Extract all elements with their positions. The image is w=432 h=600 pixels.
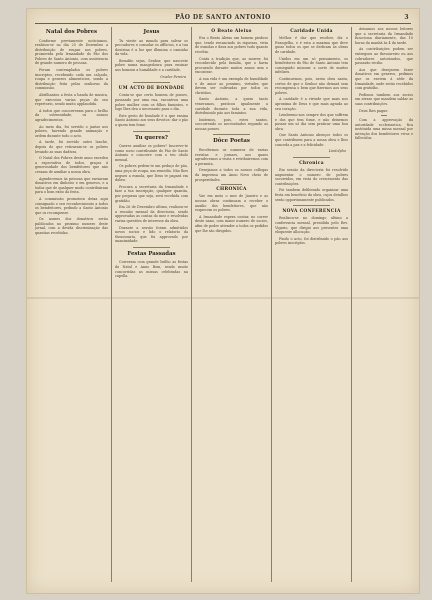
article-heading: Jesus xyxy=(143,29,160,35)
column-rule xyxy=(111,27,112,582)
paragraph: Os pobres pedem-te um pedaço de pão, uma peça de roupa, um remedio. Não lhes negues a esmola, que Deus te pagará em dobro. xyxy=(115,164,188,183)
article-heading: O Beato Aleixo xyxy=(211,29,252,34)
paragraph: Abrilhantou a festa a banda de musica, que executou varias peças do seu repertorio, sendo muito applaudida. xyxy=(35,93,108,107)
paragraph: Queres auxiliar os pobres? Inscreve-te como socio contribuinte do Pão de Santo Antonio e concorre com o teu obolo mensal. xyxy=(115,144,188,162)
paragraph: Conta a tradição que, ao morrer, foi reconhecido pela familia, que o havia procurado durante muitos annos sem o encontrar. xyxy=(195,56,268,75)
article-heading: Dôce Poetas xyxy=(213,138,250,145)
page-number: 3 xyxy=(404,14,409,21)
paragraph: Imitemos, pois, estes santos, soccorrendo os necessitados segundo as nossas posses. xyxy=(195,117,268,131)
article-heading: Chronica xyxy=(299,160,324,166)
column-2 xyxy=(115,27,188,582)
column-rule xyxy=(191,27,192,582)
divider xyxy=(213,134,250,135)
divider xyxy=(221,184,242,185)
paragraph: Recebemos os numeros de varias revistas e jornaes, aos quaes agradecemos a visita e retribuiremos com a permuta. xyxy=(195,147,268,166)
paragraph: A todos que concorreram para o brilho da solemnidade, os nossos agradecimentos. xyxy=(35,108,108,122)
newspaper-page xyxy=(26,8,420,594)
paragraph: Desejamos a todos os nossos collegas da imprensa um Anno Novo cheio de prosperidades. xyxy=(195,168,268,182)
paragraph: Aos que desejarem fazer donativos em generos, pedimos que os enviem á séde da Irmandade, onde serão recebidos com gratidão. xyxy=(355,67,413,91)
paragraph: Deus lhes pague. xyxy=(359,108,389,113)
paragraph: A caridade é a virtude que mais nos aproxima de Deus e que mais agrada ao seu coração. xyxy=(275,97,348,111)
newspaper-title: PÃO DE SANTO ANTONIO xyxy=(175,14,271,21)
paragraph: A sua vida é um exemplo de humildade e de amor ao proximo, virtudes que devem ser cultivadas por todos os christãos. xyxy=(195,76,268,95)
paragraph: Correram com grande brilho as festas do Natal e Anno Bom, sendo muito concorridas as missas celebradas na capella. xyxy=(115,260,188,279)
paragraph: A Irmandade espera contar, no correr deste anno, com maior numero de socios, afim de poder attender a todos os pedidos que lhe são dirigidos. xyxy=(195,214,268,233)
paragraph: Em 26 de Dezembro ultimo, realizou-se a reunião mensal da directoria, sendo approvadas as contas do mez e resolvidas varias questões de interesse da obra. xyxy=(115,205,188,224)
paragraph: A commissão promotora deixa aqui consignado o seu reconhecimento a todos os bemfeitores, pedindo a Santo Antonio que os recompense. xyxy=(35,196,108,215)
paragraph: Santo Antonio, a quem tanto veneramos, praticou igualmente a caridade durante toda a sua vida, distribuindo pão aos famintos. xyxy=(195,97,268,116)
divider xyxy=(293,205,330,206)
column-3 xyxy=(195,27,268,582)
article-heading: Tu queres? xyxy=(135,134,168,141)
paragraph: Findo o acto, foi distribuido o pão aos pobres inscriptos. xyxy=(275,236,348,246)
divider xyxy=(133,82,170,83)
paragraph: Bemdito sejas, Senhor, que nasceste pobre numa mangedoura para ensinar aos homens a humildade e a caridade. xyxy=(115,58,188,73)
paragraph: Vae em meio o mez de Janeiro e as nossas obras continuam a receber o auxilio dos bemfeitores, que não esquecem os pobres. xyxy=(195,194,268,213)
paragraph: Unidos em um só pensamento, os bemfeitores do Pão de Santo Antonio tem conseguido minorar a sorte de muitos infelizes. xyxy=(275,56,348,75)
signature: Lindolpho xyxy=(328,149,346,154)
article-heading: Caridade Unida xyxy=(290,29,333,34)
paragraph: Foram contemplados os pobres inscriptos, recebendo cada um calçado, roupa e generos alimenticios, sendo a distribuição feita pelas senhoras da commissão. xyxy=(35,68,108,91)
paragraph: Durante a sessão foram admittidos novos socios e lido o relatorio da thesouraria, que foi approvado por unanimidade. xyxy=(115,225,188,244)
paragraph: Em sessão da directoria foi resolvido augmentar o numero de pobres socorridos, em vista do crescimento das contribuições. xyxy=(275,168,348,186)
divider xyxy=(133,247,170,248)
article-heading: NOVA CONFERENCIA xyxy=(282,209,341,215)
paragraph: Conforme previamente noticiamos, realizou-se no dia 25 de Dezembro a distribuição de roupas aos pobres, promovida pela Irmandade do Pão dos Pobres de Santo Antonio, com assistencia de grande numero de pessoas. xyxy=(35,38,108,66)
paragraph: Realizou-se no domingo ultimo a conferencia mensal, presidida pelo Rev. Vigario, que dirigiu aos presentes uma eloquente allocução. xyxy=(275,216,348,235)
article-heading: UM ACTO DE BONDADE xyxy=(118,86,185,92)
paragraph: Com a approvação da autoridade ecclesiastica, fica instituida uma missa mensal por intenção dos bemfeitores vivos e fallecidos. xyxy=(355,118,413,141)
paragraph: Os nomes dos donativos serão publicados no proximo numero deste jornal, com a devida discriminação das quantias recebidas. xyxy=(35,217,108,236)
paragraph: Continuemos, pois, nesta obra santa, certos de que o Senhor não deixará sem recompensa o bem que fizermos aos seus pobres. xyxy=(275,76,348,95)
paragraph: Tu vieste ao mundo para salvar os peccadores e consolar os afflictos, e a tua doutrina é a luz que illumina o caminho da vida. xyxy=(115,38,188,57)
paragraph: Pedimos tambem aos socios em atrazo que mandem saldar as suas contribuições. xyxy=(355,92,413,106)
paragraph: Melhor é dar que receber, diz o Evangelho, e é esta a maxima que deve guiar todos os que se dedicam ás obras de caridade. xyxy=(275,36,348,54)
divider xyxy=(293,157,330,158)
signature: Orador Pereira xyxy=(160,74,186,79)
column-rule xyxy=(351,27,352,582)
column-5 xyxy=(355,27,413,582)
article-heading: Festas Passadas xyxy=(127,250,176,257)
paragraph: Foi tambem deliberado organizar uma festa em beneficio da obra, cujos detalhes serão opportunamente publicados. xyxy=(275,188,348,202)
paragraph: O Natal dos Pobres deste anno excedeu a espectativa de todos, graças á generosidade dos bemfeitores que não cessam de auxiliar a nossa obra. xyxy=(35,156,108,174)
article-heading: CHRONICA xyxy=(216,187,247,193)
paragraph: Ao meio dia, foi servido o jantar aos pobres, havendo grande animação e ordem durante todo o acto. xyxy=(35,124,108,138)
paragraph: Conta-se que certo homem de posses, passando por uma rua, encontrou uma pobre mulher com os filhos famintos, e logo lhes deu o necessario para o dia. xyxy=(115,93,188,112)
divider xyxy=(381,115,387,116)
divider xyxy=(133,131,170,132)
paragraph: Lembremo-nos sempre dos que soffrem e dos que tem fome, e não deixemos passar um só dia sem praticar uma boa obra. xyxy=(275,113,348,131)
paragraph: Agradecemos ás pessoas que enviaram donativos em dinheiro e em generos, e a todos que de qualquer modo contribuiram para o bom exito da festa. xyxy=(35,176,108,195)
paragraph: Avisamos aos nossos leitores que a secretaria da Irmandade funcciona diariamente, das 10 horas da manhã ás 4 da tarde. xyxy=(355,27,413,45)
paragraph: A tarde, foi servido outro lanche, depois do que retiraram-se os pobres levando as suas dadivas. xyxy=(35,140,108,154)
paragraph: Este gesto de bondade é o que ensina Santo Antonio aos seus devotos: dar o pão a quem tem fome. xyxy=(115,113,188,128)
column-rule xyxy=(271,27,272,582)
paragraph: Era o Beato Aleixo um homem piedoso que, tendo renunciado ás riquezas, vivia de esmolas e dava aos pobres tudo quanto recebia. xyxy=(195,36,268,54)
column-1 xyxy=(35,27,108,582)
column-4 xyxy=(275,27,348,582)
paragraph: Procura a secretaria da Irmandade e faze a tua inscripção; qualquer quantia, por pequena que seja, será recebida com gratidão. xyxy=(115,184,188,203)
paragraph: Que Santo Antonio abençoe todos os que contribuem para a nossa obra e lhes conceda a paz e a felicidade. xyxy=(275,133,348,147)
page-header xyxy=(35,13,411,24)
paragraph: As contribuições podem ser entregues ao thesoureiro ou aos cobradores autorizados, que passarão recibo. xyxy=(355,47,413,66)
article-heading: Natal dos Pobres xyxy=(45,29,98,35)
